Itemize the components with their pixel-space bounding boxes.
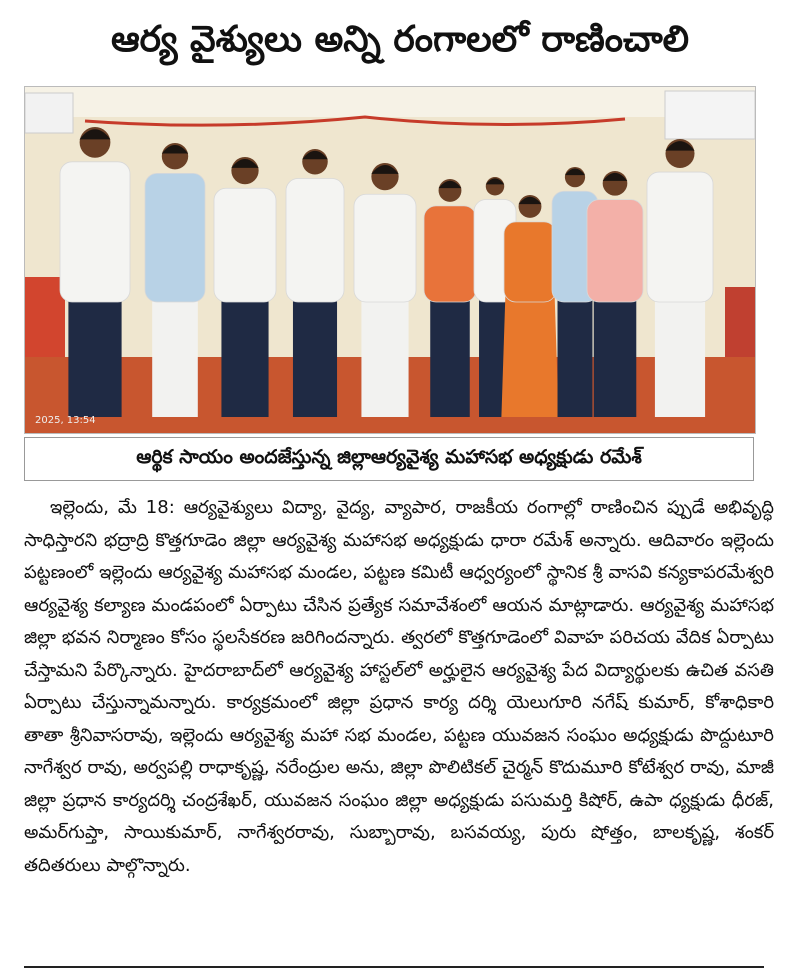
bottom-rule bbox=[24, 966, 764, 976]
person-4-shirt bbox=[286, 179, 344, 302]
photo-ac-unit-right bbox=[665, 91, 755, 139]
person-3-shirt bbox=[214, 188, 276, 302]
person-3-trousers bbox=[221, 292, 268, 417]
photo-caption: ఆర్థిక సాయం అందజేస్తున్న జిల్లాఆర్యవైశ్య మహాసభ అధ్యక్షుడు రమేశ్ bbox=[24, 437, 754, 481]
photo-ceiling bbox=[25, 87, 755, 117]
person-2-shirt bbox=[145, 173, 205, 302]
person-11-trousers bbox=[655, 292, 705, 417]
person-5-shirt bbox=[354, 194, 416, 302]
photo-ac-unit-left bbox=[25, 93, 73, 133]
person-4-trousers bbox=[293, 292, 337, 417]
headline: ఆర్య వైశ్యులు అన్ని రంగాలలో రాణించాలి bbox=[110, 19, 690, 60]
person-11-shirt bbox=[647, 172, 713, 302]
person-10-shirt bbox=[587, 200, 643, 302]
person-2-trousers bbox=[152, 292, 198, 417]
person-1-shirt bbox=[60, 162, 130, 302]
person-6-shirt bbox=[424, 206, 476, 302]
person-1-trousers bbox=[68, 292, 121, 417]
person-9-trousers bbox=[558, 292, 593, 417]
photo-timestamp: 2025, 13:54 bbox=[35, 415, 96, 426]
article-body: ఇల్లెందు, మే 18: ఆర్యవైశ్యులు విద్యా, వైద్య, వ్యాపార, రాజకీయ రంగాల్లో రాణించిన ప్పుడే అభివృద్ధి సాధిస్తారని భద్రాద్రి కొత్తగూడెం జిల్లా ఆర్యవైశ్య మహాసభ అధ్యక్షుడు ధారా రమేశ్ అన్నారు. ఆదివారం ఇల్లెందు పట్టణంలో ఇల్లెందు ఆర్యవైశ్య మహాసభ మండల, పట్టణ కమిటీ ఆధ్వర్యంలో స్థానిక శ్రీ వాసవి కన్యకాపరమేశ్వరి ఆర్యవైశ్య కల్యాణ మండపంలో ఏర్పాటు చేసిన ప్రత్యేక సమావేశంలో ఆయన మాట్లాడారు. ఆర్యవైశ్య మహాసభ జిల్లా భవన నిర్మాణం కోసం స్థలసేకరణ జరిగిందన్నారు. త్వరలో కొత్తగూడెంలో వివాహ పరిచయ వేదిక ఏర్పాటు చేస్తామని పేర్కొన్నారు. హైదరాబాద్‌లో ఆర్యవైశ్య హాస్టల్‌లో అర్హులైన ఆర్యవైశ్య పేద విద్యార్థులకు ఉచిత వసతి ఏర్పాటు చేస్తున్నామన్నారు. కార్యక్రమంలో జిల్లా ప్రధాన కార్య దర్శి యెలుగూరి నగేష్ కుమార్, కోశాధికారి తాతా శ్రీనివాసరావు, ఇల్లెందు ఆర్యవైశ్య మహా సభ మండల, పట్టణ యువజన సంఘం అధ్యక్షుడు పొద్దుటూరి నాగేశ్వర రావు, అర్వపల్లి రాధాకృష్ణ, నరేంద్రుల అను, జిల్లా పొలిటికల్ చైర్మన్ కొదుమూరి కోటేశ్వర రావు, మాజీ జిల్లా ప్రధాన కార్యదర్శి చంద్రశేఖర్, యువజన సంఘం జిల్లా అధ్యక్షుడు పసుమర్తి కిషోర్, ఉపా ధ్యక్షుడు ధీరజ్, అమర్‌గుప్తా, సాయికుమార్, నాగేశ్వరరావు, సుబ్బారావు, బసవయ్య, పురు షోత్తం, బాలకృష్ణ, శంకర్ తదితరులు పాల్గొన్నారు. bbox=[24, 497, 774, 876]
person-8-shirt bbox=[504, 222, 556, 302]
person-6-trousers bbox=[430, 292, 470, 417]
group-photo-illustration bbox=[25, 87, 755, 433]
news-photo bbox=[24, 86, 756, 434]
person-10-trousers bbox=[594, 292, 637, 417]
person-5-trousers bbox=[361, 292, 408, 417]
